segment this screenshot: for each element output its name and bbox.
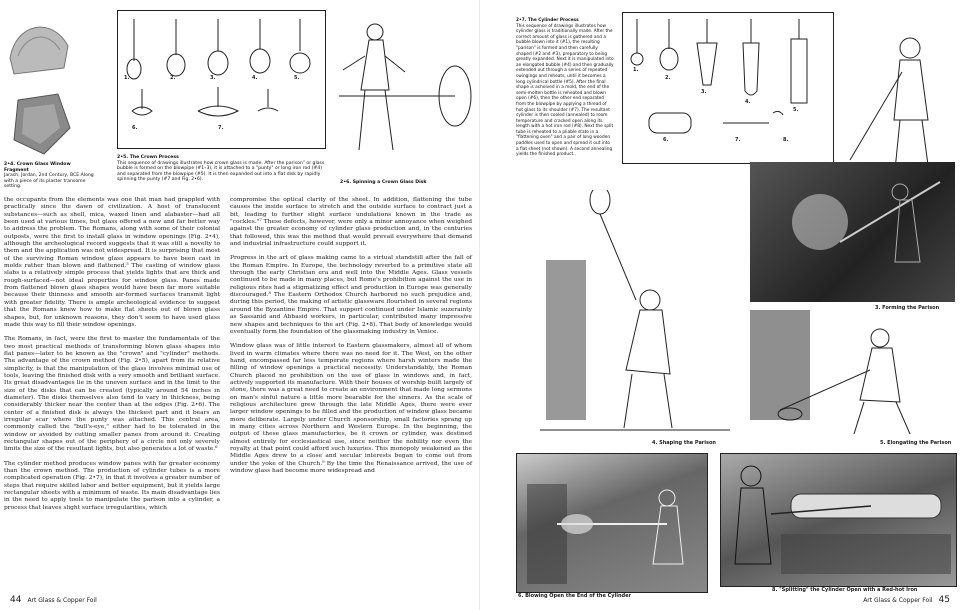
crown-process-figure [117,10,326,149]
cylinder-step-label: 6. [663,137,669,143]
crown-step-label: 2. [170,75,176,81]
splitting-cylinder-illustration [720,453,957,587]
paragraph: the occupants from the elements was one that man had grappled with practically since the dawn of civilization. A host of translucent substances—such as shell, mica, waxed linen and alabaster—had all been used at various times, but glass offered a new and far better way to address the problem. The Romans, along with some of their colonial outposts, were the first to install glass in window openings (Fig. 2•4), although the archeological record suggests that it was still a novelty to them and the application was not widespread. It is surprising that most of the surviving Roman window glass appears to have been cast in molds rather than blown and flattened.⁵ The casting of window glass slabs is a relatively simple process that yields lights that are thick and rough-surfaced—not ideal properties for window glass. Panes made from flattened blown glass shapes would have been far more suitable because their thinness and smooth air-formed surfaces transmit light with greater fidelity. There is ample archeological evidence to suggest that the Romans knew how to make flat sheets out of blown glass shapes, but, for unknown reasons, they don't seem to have used glass made this way to fill their window openings. [4,197,220,328]
cylinder-step-label: 2. [665,75,671,81]
paragraph: The Romans, in fact, were the first to master the fundamentals of the two most practical methods of transforming blown glass shapes into flat panes—later to be known as the "crown" and "cylinder" methods. The advantage of the crown method (Fig. 2•5), apart from its relative simplicity, is that the manipulation of the glass involves minimal use of tools, leaving the finished disk with a very smooth and brilliant surface. Its great disadvantages lie in the uneven surface and in the limit to the size of the disks that can be created (typically around 54 inches in diameter). The disks themselves also tend to vary in thickness, being considerably thicker near the center than at the edges (Fig. 2•6). The center of a finished disk is always the thickest part and it bears an irregular scar where the punty was attached. This central area, commonly called the "bull's-eye," either had to be tolerated in the window or avoided by cutting smaller panes from around it. Creating rectangular shapes out of the periphery of a circle not only severely limits the size of the resultant lights, but also generates a lot of waste.⁶ [4,336,220,453]
paragraph: Window glass was of little interest to Eastern glassmakers, almost all of whom lived in warm climates where there was no need for it. The West, on the other hand, encompassed far less temperate regions where harsh winters made the filling of window openings a practical necessity. Understandably, the Roman Church placed no prohibition on the use of glass in windows and, in fact, actively supported its manufacture. With their houses of worship built largely of stone, there was a great need to create an environment that made long sermons on man's sinful nature a little more bearable for the sinners. As the scale of religious architecture grew through the late Middle Ages, there were ever larger window openings to be filled and the production of window glass became more deliberate. Largely under Church sponsorship, small factories sprang up in many cities across Northern and Western Europe. In the beginning, the output of these glass manufactories, be it crown or cylinder, was destined almost entirely for ecclesiastical use, since neither the nobility nor even the royalty at that point could afford such luxuries. This monopoly weakened as the Middle Ages drew to a close and secular interests began to come out from under the yoke of the Church.⁹ By the time the Renaissance arrived, the use of window glass had become more widespread and [230,343,472,475]
cylinder-step-label: 1. [633,67,639,73]
figure-5-caption: 5. Elongating the Parison [880,440,952,446]
left-page-column-2 [230,197,472,482]
blowing-open-cylinder-illustration [516,453,708,593]
paragraph: Progress in the art of glass making came to a virtual standstill after the fall of the Roman Empire. In Europe, the technology reverted to a primitive state all through the early Christian era and well into the Middle Ages. Glass vessels continued to be made in many places, but Rome's prohibition against the use in religious rites had a stigmatizing effect and production in Europe was generally discouraged.⁸ The Eastern Orthodox Church harbored no such prejudice and, during this period, the making of artistic glassware flourished in several regions around the Byzantine Empire. That support continued under Islamic suzerainty as Sassanid and Abbasid workers, in particular, contributed many impressive new shapes and techniques to the art (Fig. 2•8). That body of knowledge would eventually form the foundation of the glassmaking industry in Venice. [230,255,472,335]
spinning-crown-disk-illustration [335,10,475,170]
cylinder-process-figure [622,12,834,164]
figure-4-caption: 4. Shaping the Parison [652,440,716,446]
shaping-parison-illustration [540,190,730,440]
paragraph: The cylinder method produces window panes with far greater economy than the crown method. The production of cylinder tubes is a more complicated operation (Fig. 2•7), in that it involves a greater number of steps that require skilled labor and better equipment, but it yields large rectangular sheets with a minimum of waste. Its main disadvantage lies in the need to apply tools to manipulate the parison into a cylinder, a process that leaves slight surface irregularities, which [4,460,220,511]
paragraph: compromise the optical clarity of the sheet. In addition, flattening the tube causes the inside surface to stretch and the outside surface to contract just a bit, leading to further slight surface undulations known in the trade as "cockles."⁷ These defects, however, were only a minor annoyance when weighed against the greater economy of cylinder glass production and, in the centuries that followed, this was the method that would prevail everywhere that demand and industrial infrastructure could support it. [230,197,472,248]
crown-step-label: 1. [124,75,130,81]
figure-8-caption: 8. "Splitting" the Cylinder Open with a Red-hot Iron [772,587,918,593]
left-folio: 44 Art Glass & Copper Foil [10,595,97,605]
cylinder-step-label: 7. [735,137,741,143]
elongating-parison-illustration [750,310,955,440]
crown-step-label: 6. [132,125,138,131]
right-folio: Art Glass & Copper Foil 45 [863,595,950,605]
right-page [480,0,960,610]
crown-step-label: 5. [294,75,300,81]
cylinder-step-label: 3. [701,89,707,95]
figure-2-6-caption: 2•6. Spinning a Crown Glass Disk [340,180,427,185]
cylinder-step-label: 5. [793,107,799,113]
figure-3-caption: 3. Forming the Parison [875,305,940,311]
crown-step-label: 4. [252,75,258,81]
left-page-column-1 [4,197,220,519]
figure-2-4-caption: 2•4. Crown Glass Window Fragment Jarash, Jordan, 2nd Century, BCE Along with a piece of its plaster transome setting. [4,162,94,190]
cylinder-step-label: 4. [745,99,751,105]
furnace-illustration [750,162,955,302]
figure-2-7-caption: 2•7. The Cylinder Process This sequence of drawings illustrates how cylinder glass is traditionally made. After the correct amount of glass is gathered and a bubble blown into it (#1), the resulting "parison" is formed and then carefully shaped (#2 and #3), preparatory to being greatly expanded. Next it is manipulated into an elongated bubble (#4) and then gradually extended out through a series of repeated swingings and reheats, until it becomes a long cylindrical bottle (#5). After the final shape is acheived in a mold, the end of the semi-molten bottle is reheated and blown open (#6), then the other end separated from the blowpipe by applying a thread of hot glass to its shoulder (#7). The resultant cylinder is then cooled (annealed) to room temperature and cracked open along its length with a hot iron rod (#8). Next the split tube is reheated to a pliable state in a "flattening oven" and a pair of long wooden paddles used to open and spread it out into a flat sheet (not shown). A second annealing yields the finished product.. [516,18,614,158]
crown-glass-fragment-photo [4,8,76,158]
crown-step-label: 7. [218,125,224,131]
cylinder-step-label: 8. [783,137,789,143]
figure-6-caption: 6. Blowing Open the End of the Cylinder [518,593,631,599]
figure-2-5-caption: 2•5. The Crown Process This sequence of drawings illustrates how crown glass is made. After the parison" or glass bubble is formed on the blowpipe (#1–3), it is attached to a "punty" or long iron rod (#4) and separated from the blowpipe (#5). It is then expanded out into a flat disk by rapidly spinning the punty (#7 and Fig. 2•6). [117,155,325,183]
crown-step-label: 3. [210,75,216,81]
